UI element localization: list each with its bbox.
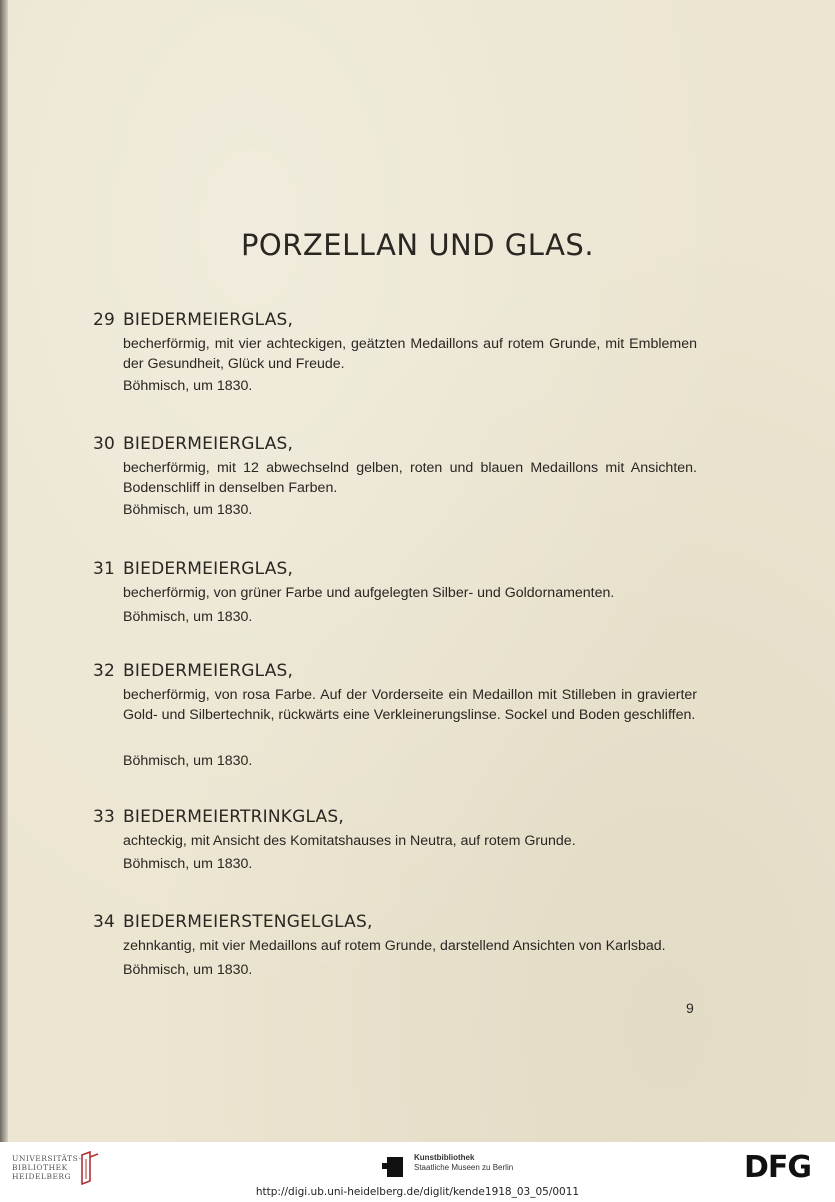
entry-heading [93,559,293,579]
entry-heading [93,661,293,681]
entry-number: 31 [93,559,116,579]
permalink-url[interactable]: http://digi.ub.uni-heidelberg.de/diglit/kende1918_03_05/0011 [255,1186,580,1198]
entry-number: 34 [93,912,116,932]
entry-heading [93,912,373,932]
entry-heading [93,807,344,827]
entry-number: 29 [93,310,116,330]
entry-number: 32 [93,661,116,681]
entry-number: 33 [93,807,116,827]
entry-origin: Böhmisch, um 1830. [123,378,253,394]
entry-origin: Böhmisch, um 1830. [123,856,253,872]
entry-name: BIEDERMEIERGLAS, [123,310,294,330]
entry-name: BIEDERMEIERGLAS, [123,661,294,681]
entry-name: BIEDERMEIERGLAS, [123,559,294,579]
university-library-logo: UNIVERSITÄTS- BIBLIOTHEK HEIDELBERG [12,1154,82,1181]
entry-heading [93,434,293,454]
entry-name: BIEDERMEIERGLAS, [123,434,294,454]
entry-origin: Böhmisch, um 1830. [123,609,253,625]
entry-heading [93,310,293,330]
kunstbibliothek-logo-icon [381,1155,405,1179]
page-title: PORZELLAN UND GLAS. [240,228,595,262]
kunstbibliothek-credit: Kunstbibliothek Staatliche Museen zu Berlin [414,1153,514,1172]
entry-number: 30 [93,434,116,454]
entry-description: becherförmig, von grüner Farbe und aufgelegten Silber- und Goldornamenten. [123,585,615,601]
entry-description: becherförmig, mit 12 abwechselnd gelben, roten und blauen Medaillons mit Ansichten. Bodenschliff in denselben Farben. [123,460,697,496]
entry-name: BIEDERMEIERSTENGELGLAS, [123,912,373,932]
entry-origin: Böhmisch, um 1830. [123,753,253,769]
entry-origin: Böhmisch, um 1830. [123,962,253,978]
entry-description: zehnkantig, mit vier Medaillons auf rotem Grunde, darstellend Ansichten von Karlsbad. [123,938,666,954]
entry-origin: Böhmisch, um 1830. [123,502,253,518]
entry-description: becherförmig, von rosa Farbe. Auf der Vorderseite ein Medaillon mit Stilleben in gravierter Gold- und Silbertechnik, rückwärts eine Verkleinerungslinse. Sockel und Boden geschliffen. [123,687,697,723]
library-emblem-icon [78,1151,100,1185]
entry-name: BIEDERMEIERTRINKGLAS, [123,807,344,827]
page-number: 9 [686,1000,694,1016]
entry-description: achteckig, mit Ansicht des Komitatshauses in Neutra, auf rotem Grunde. [123,833,576,849]
entry-description: becherförmig, mit vier achteckigen, geätzten Medaillons auf rotem Grunde, mit Emblemen der Gesundheit, Glück und Freude. [123,336,697,372]
dfg-logo: DFG [744,1150,812,1185]
page-binding-edge [0,0,8,1142]
